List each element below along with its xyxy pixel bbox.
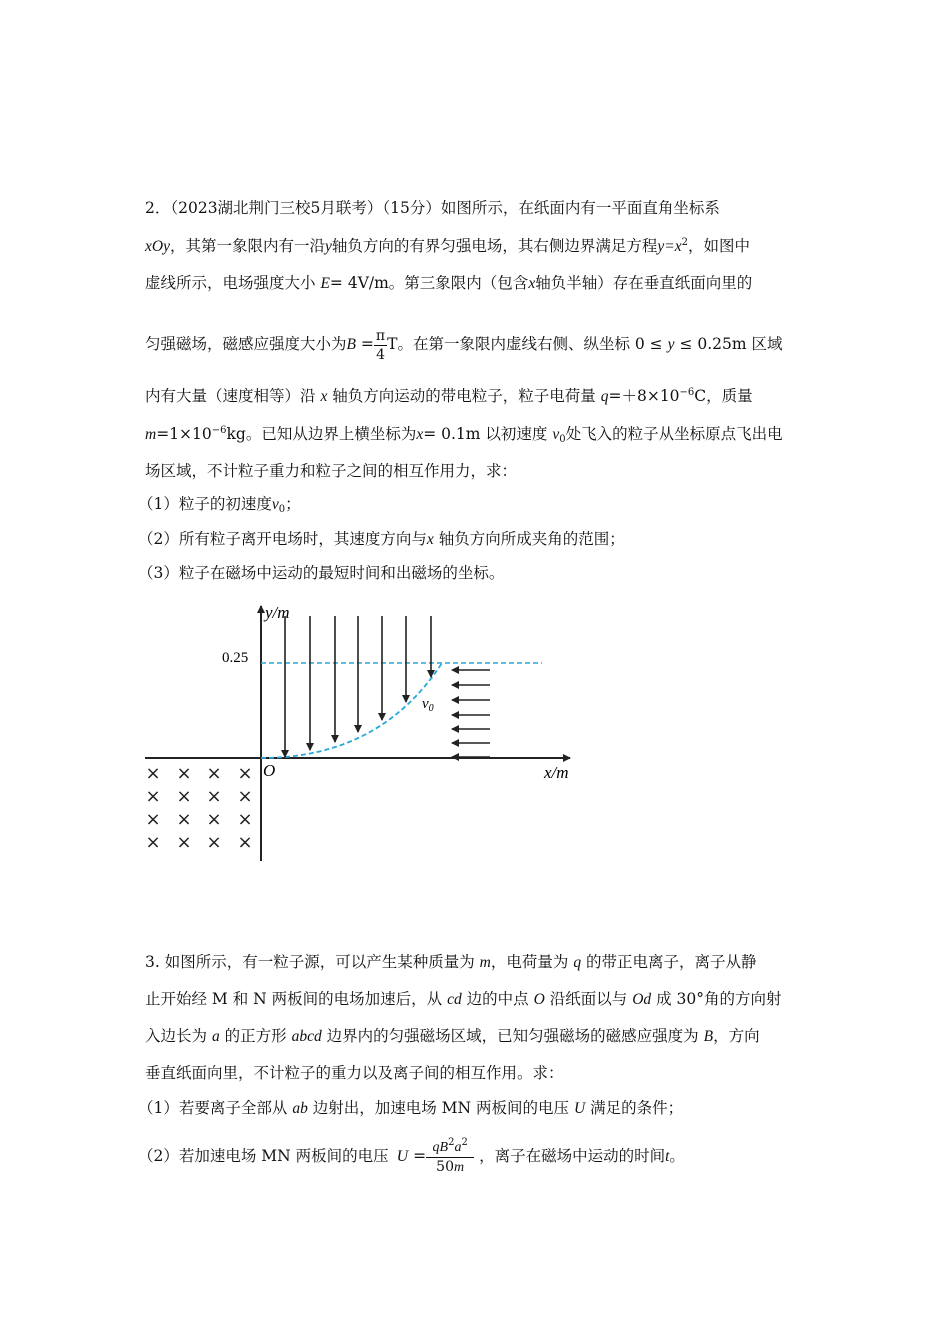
svg-text:×: × — [206, 832, 222, 853]
voltage-fraction: $\frac{qB^2a^2}{50m}$ — [426, 1138, 474, 1177]
p2-line-1: 2．（2023湖北荆门三校5月联考）（15分）如图所示，在纸面内有一平面直角坐标系 — [145, 199, 720, 217]
p3-sub-question-2: （2）若加速电场 MN 两板间的电压 U = $\frac{qB^2a^2}{50m}$ ，离子在磁场中运动的时间t。 — [138, 1136, 685, 1175]
p2-line-6: $m=1\times 10^{-6}kg$。已知从边界上横坐标为x= 0.1m 以初速度 $v_0$处飞入的粒子从坐标原点飞出电 — [145, 425, 783, 445]
pi-over-4-fraction: $\frac{\pi}{4}$ — [375, 327, 386, 363]
svg-text:×: × — [145, 832, 161, 853]
tick-label-0.25: 0.25 — [222, 650, 249, 666]
p3-line-3: 入边长为 a 的正方形 abcd 边界内的匀强磁场区域，已知匀强磁场的磁感应强度为 B，方向 — [145, 1027, 760, 1045]
svg-text:×: × — [176, 786, 192, 807]
p2-line-7: 场区域，不计粒子重力和粒子之间的相互作用力，求： — [145, 462, 518, 480]
electric-field-arrows — [285, 616, 431, 757]
y-axis-label: y/m — [265, 603, 290, 622]
p3-line-2: 止开始经 M 和 N 两板间的电场加速后，从 cd 边的中点 O 沿纸面以与 Od 成 30°角的方向射 — [145, 990, 782, 1008]
svg-text:×: × — [145, 786, 161, 807]
field-diagram — [140, 596, 590, 864]
svg-text:×: × — [176, 809, 192, 830]
p2-line-3: 虚线所示，电场强度大小 E= 4V/m。第三象限内（包含x轴负半轴）存在垂直纸面向里的 — [145, 274, 753, 292]
p3-sub-question-1: （1）若要离子全部从 ab 边射出，加速电场 MN 两板间的电压 U 满足的条件； — [138, 1099, 684, 1117]
magnetic-field-crosses — [145, 763, 252, 853]
p2-sub-question-3: （3）粒子在磁场中运动的最短时间和出磁场的坐标。 — [138, 564, 505, 582]
p3-line-1: 3. 如图所示，有一粒子源，可以产生某种质量为 m，电荷量为 q 的带正电离子，离子从静 — [145, 953, 757, 971]
v0-label: $v_0$ — [422, 696, 434, 714]
p2-sub-question-2: （2）所有粒子离开电场时，其速度方向与x 轴负方向所成夹角的范围； — [138, 530, 625, 548]
svg-text:×: × — [206, 786, 222, 807]
x-axis-label: x/m — [544, 763, 569, 782]
p3-line-4: 垂直纸面向里，不计粒子的重力以及离子间的相互作用。求： — [145, 1064, 564, 1082]
p2-sub-question-1: （1）粒子的初速度$v_0$； — [138, 495, 301, 515]
p2-line-2: xOy，其第一象限内有一沿y轴负方向的有界匀强电场，其右侧边界满足方程$y=x^2$，如图中 — [145, 237, 750, 255]
svg-text:×: × — [237, 763, 253, 784]
svg-text:×: × — [145, 763, 161, 784]
p2-line-5: 内有大量（速度相等）沿 x 轴负方向运动的带电粒子，粒子电荷量 $q=+8\times 10^{-6}C$，质量 — [145, 387, 753, 405]
svg-text:×: × — [237, 809, 253, 830]
svg-text:×: × — [237, 832, 253, 853]
p2-line-4: 匀强磁场，磁感应强度大小为B = $\frac{\pi}{4}$ T。在第一象限内虚线右侧、纵坐标 0 ≤ y ≤ 0.25m 区域 — [145, 327, 783, 363]
svg-text:×: × — [176, 832, 192, 853]
particle-velocity-arrows — [452, 670, 490, 757]
svg-text:×: × — [237, 786, 253, 807]
svg-text:×: × — [176, 763, 192, 784]
svg-text:×: × — [145, 809, 161, 830]
svg-text:×: × — [206, 763, 222, 784]
svg-text:×: × — [206, 809, 222, 830]
parabola-boundary-dashed — [261, 663, 442, 758]
origin-label: O — [263, 761, 276, 780]
